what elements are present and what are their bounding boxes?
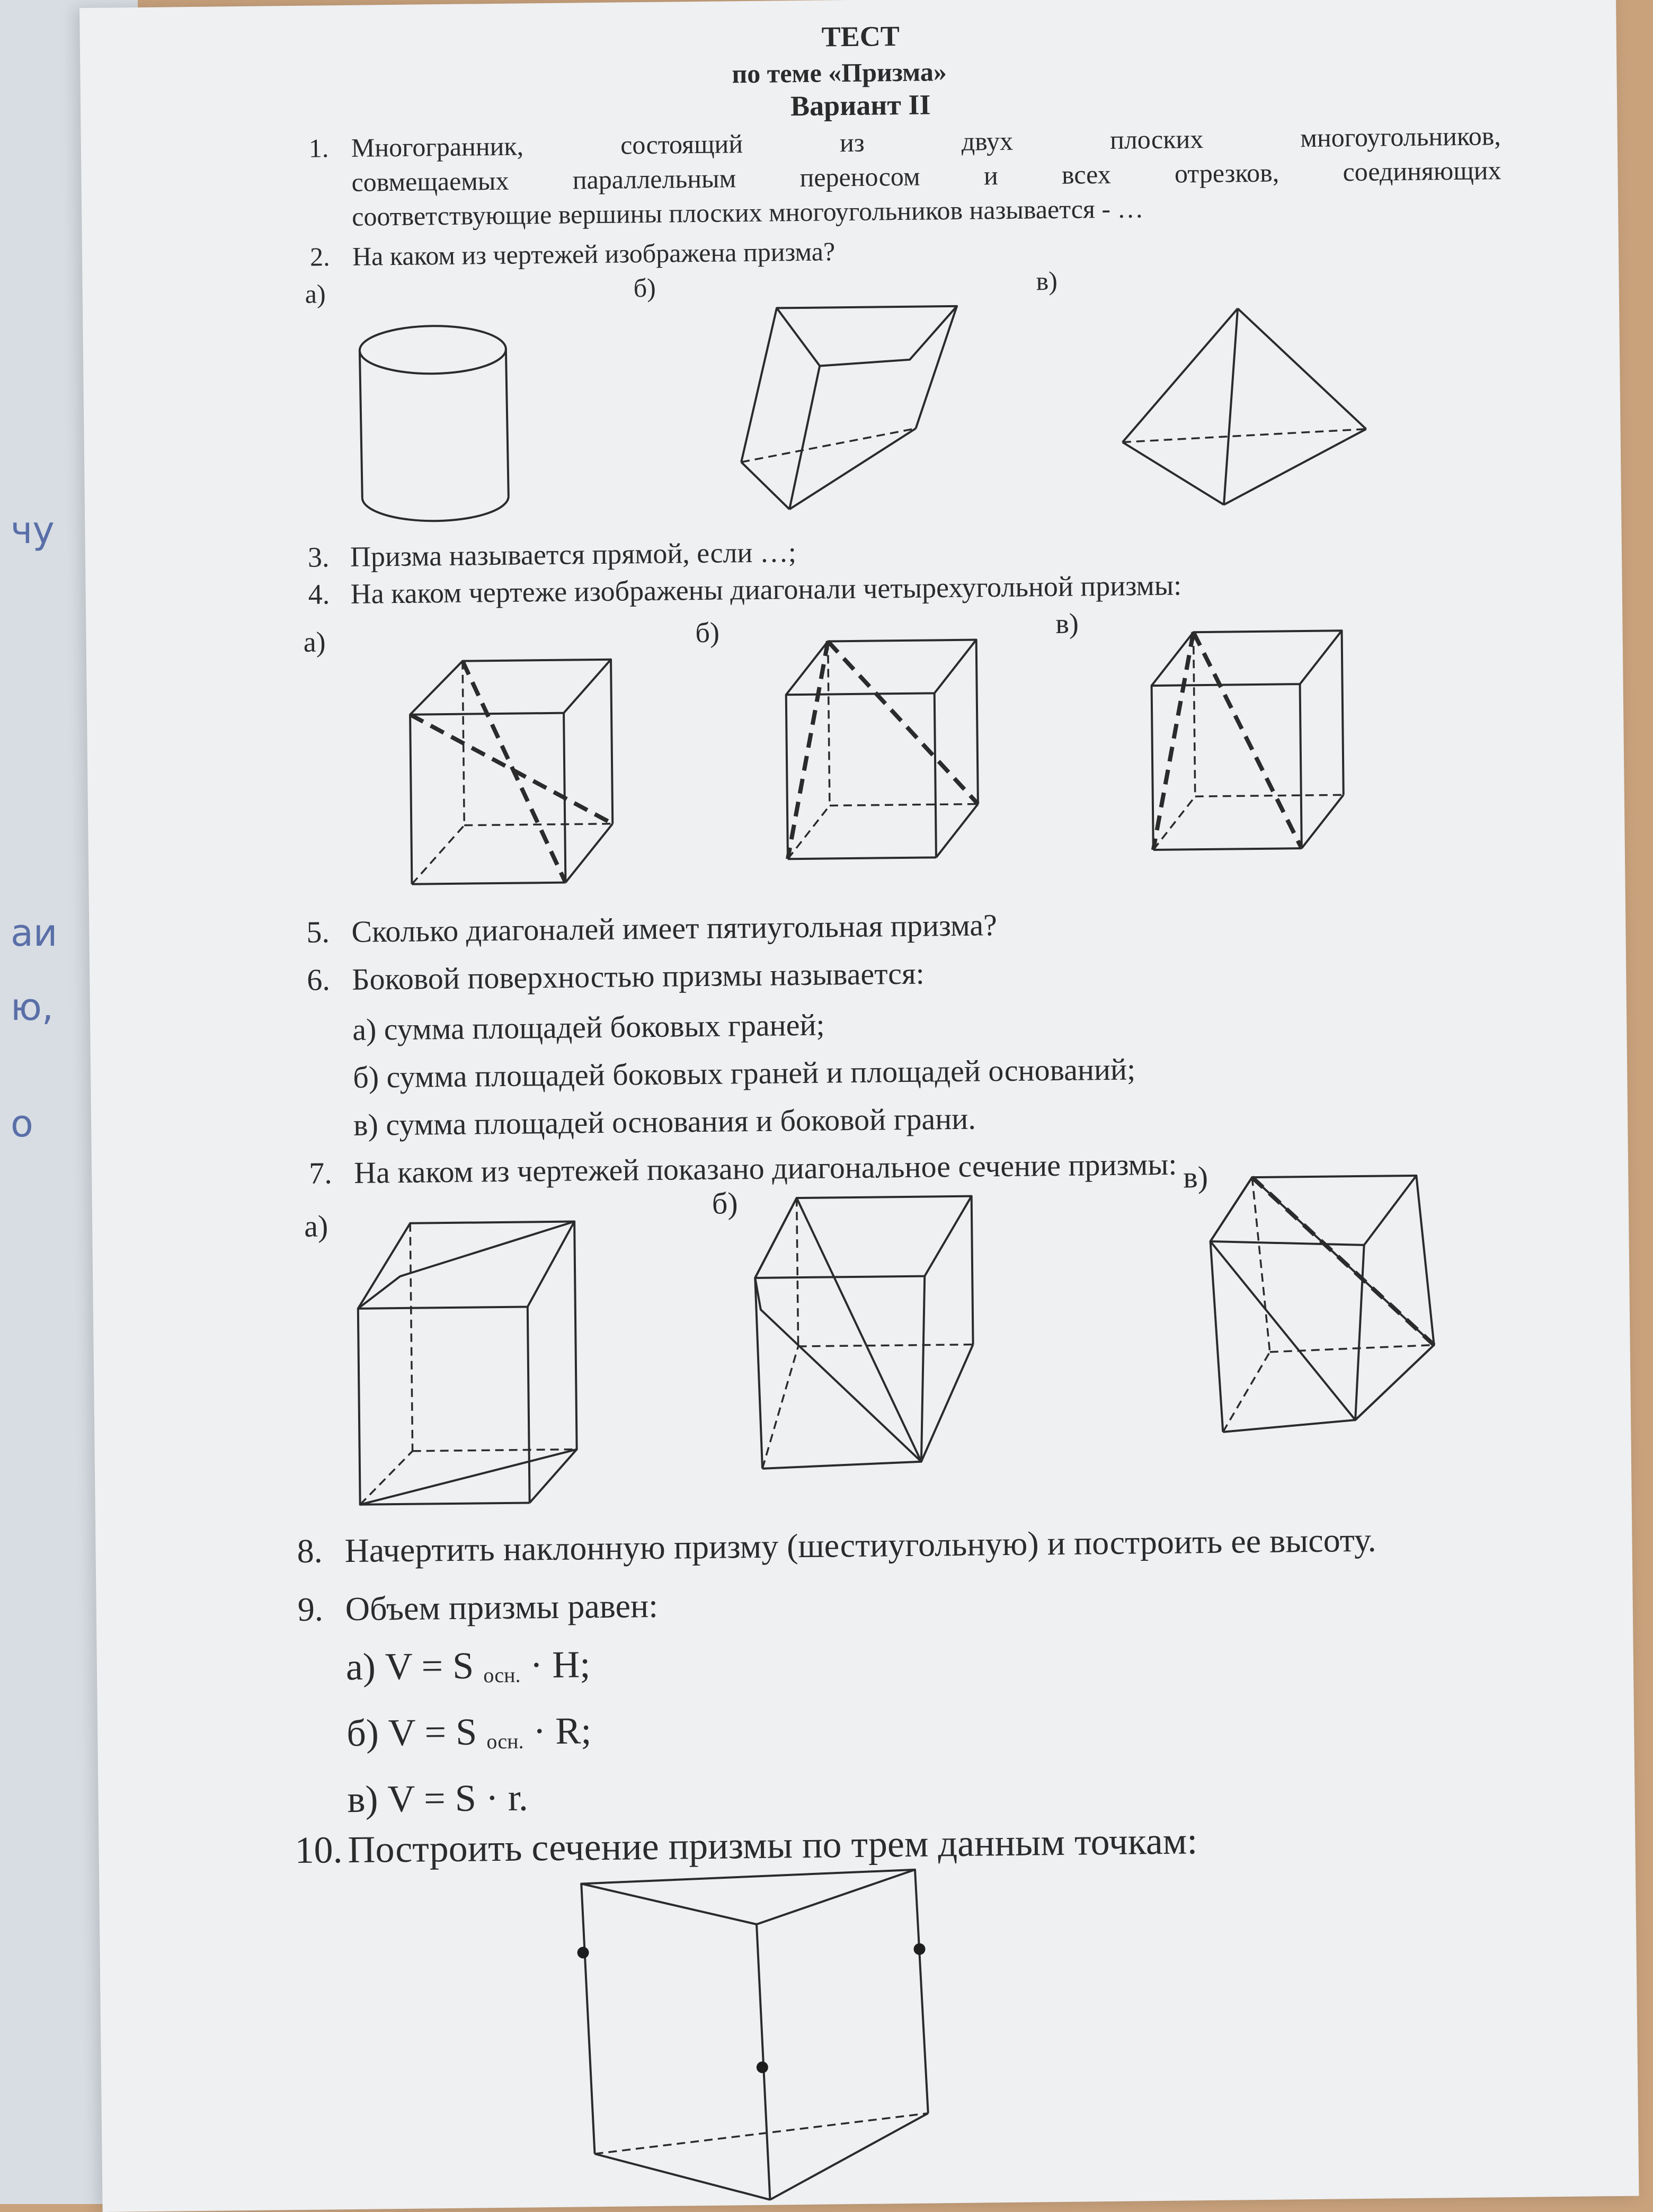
question-9-number: 9. <box>297 1590 324 1629</box>
cube-diagonals-c-icon <box>1145 625 1360 860</box>
formula-text: а) V = S <box>345 1644 474 1689</box>
cube-diagonals-b-icon <box>780 634 995 869</box>
option-label: б) <box>712 1186 738 1221</box>
answer-option: в) сумма площадей основания и боковой грани. <box>353 1101 976 1142</box>
question-1-number: 1. <box>308 133 329 163</box>
question-5-number: 5. <box>306 914 330 949</box>
option-label: б) <box>695 616 720 649</box>
question-3-text: Призма называется прямой, если …; <box>350 536 797 573</box>
option-label: в) <box>1055 607 1079 639</box>
formula-option-b <box>346 1709 592 1755</box>
question-4-text: На каком чертеже изображены диагонали четырехугольной призмы: <box>350 569 1182 610</box>
question-1-line-1: Многогранник, состоящий из двух плоских многоугольников, <box>351 121 1501 163</box>
formula-subscript: осн. <box>486 1729 524 1754</box>
formula-text: · H; <box>529 1643 591 1686</box>
question-10-text: Построить сечение призмы по трем данным точкам: <box>348 1819 1198 1871</box>
question-6-text: Боковой поверхностью призмы называется: <box>351 956 925 997</box>
question-8-number: 8. <box>297 1532 323 1570</box>
question-5-text: Сколько диагоналей имеет пятиугольная призма? <box>351 908 998 949</box>
section-figure-a-icon <box>352 1216 588 1515</box>
question-2-number: 2. <box>309 242 330 272</box>
option-label: в) <box>1036 265 1058 296</box>
handwriting: аи <box>11 911 58 955</box>
question-7-number: 7. <box>308 1156 332 1191</box>
handwriting: ю, <box>11 985 54 1029</box>
prism-icon <box>734 300 980 526</box>
triangular-prism-icon <box>576 1863 1056 2207</box>
test-title: ТЕСТ <box>821 20 900 53</box>
formula-subscript: осн. <box>483 1663 521 1687</box>
question-3-number: 3. <box>307 541 330 573</box>
formula-text: · R; <box>532 1709 592 1753</box>
point-marker <box>577 1947 589 1958</box>
test-variant: Вариант II <box>790 88 931 122</box>
option-label: а) <box>304 1209 328 1243</box>
test-topic: по теме «Призма» <box>732 57 947 89</box>
question-9-text: Объем призмы равен: <box>345 1586 659 1628</box>
cube-diagonals-a-icon <box>404 649 619 895</box>
question-1-line-3: соответствующие вершины плоских многоугольников называется - … <box>351 193 1144 232</box>
formula-option-a <box>345 1642 590 1689</box>
answer-option: а) сумма площадей боковых граней; <box>352 1007 825 1047</box>
question-8-text: Начертить наклонную призму (шестиугольную) и построить ее высоту. <box>344 1521 1376 1570</box>
option-label: в) <box>1183 1160 1208 1195</box>
section-figure-c-icon <box>1204 1170 1451 1448</box>
handwriting: чу <box>11 509 55 552</box>
question-10-number: 10. <box>295 1828 343 1872</box>
answer-option: б) сумма площадей боковых граней и площадей оснований; <box>352 1052 1136 1095</box>
question-7-text: На каком из чертежей показано диагональное сечение призмы: <box>353 1147 1177 1190</box>
test-sheet <box>79 0 1639 2212</box>
formula-option-c <box>347 1776 528 1822</box>
pyramid-icon <box>1116 302 1372 517</box>
cylinder-icon <box>358 322 519 535</box>
option-label: б) <box>633 272 656 303</box>
question-2-text: На каком из чертежей изображена призма? <box>352 236 836 271</box>
formula-text: в) V = S · r. <box>347 1776 529 1821</box>
section-figure-b-icon <box>749 1191 996 1490</box>
option-label: а) <box>305 279 326 309</box>
handwriting: о <box>11 1102 33 1145</box>
option-label: а) <box>303 626 326 658</box>
question-6-number: 6. <box>306 962 331 997</box>
point-marker <box>757 2062 768 2073</box>
question-1-line-2: совмещаемых параллельным переносом и всех отрезков, соединяющих <box>351 155 1501 197</box>
formula-text: б) V = S <box>346 1710 477 1755</box>
question-4-number: 4. <box>308 578 330 610</box>
point-marker <box>913 1943 925 1955</box>
